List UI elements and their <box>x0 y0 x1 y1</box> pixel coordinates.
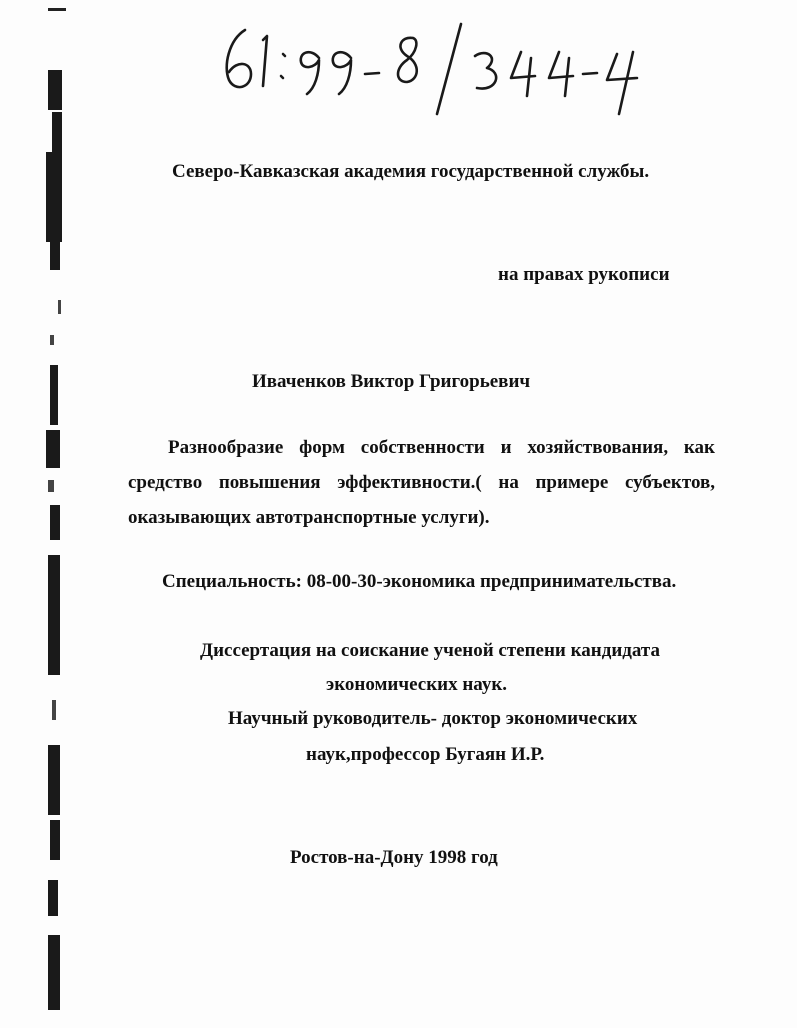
dissertation-title <box>128 430 715 535</box>
scan-speck <box>52 700 56 720</box>
scan-bar <box>48 555 60 675</box>
title-line: средство повышения эффективности.( на примере субъектов, <box>128 472 715 493</box>
scan-bar <box>50 820 60 860</box>
scan-bar <box>50 505 60 540</box>
scan-bar <box>52 112 62 152</box>
scan-speck <box>50 335 54 345</box>
scan-mark <box>48 8 66 11</box>
scan-bar <box>50 242 60 270</box>
title-line: оказывающих автотранспортные услуги). <box>128 507 490 528</box>
dissertation-line: Научный руководитель- доктор экономических <box>228 708 638 729</box>
specialty: Специальность: 08-00-30-экономика предпринимательства. <box>162 571 677 592</box>
dissertation-line: наук,профессор Бугаян И.Р. <box>306 744 545 765</box>
institution-name: Северо-Кавказская академия государственной службы. <box>172 161 650 182</box>
scan-bar <box>50 365 58 425</box>
scan-speck <box>58 300 61 314</box>
scan-bar <box>46 430 60 468</box>
scan-bar <box>48 745 60 815</box>
manuscript-status: на правах рукописи <box>498 264 670 285</box>
dissertation-line: экономических наук. <box>326 674 508 695</box>
handwritten-archive-code <box>215 18 655 118</box>
scan-edge-artifacts <box>0 0 70 1028</box>
author-name: Иваченков Виктор Григорьевич <box>252 371 531 392</box>
title-line: Разнообразие форм собственности и хозяйствования, как <box>168 437 715 458</box>
scan-bar <box>48 880 58 916</box>
scan-bar <box>46 152 62 242</box>
scan-speck <box>48 480 54 492</box>
city-year: Ростов-на-Дону 1998 год <box>290 847 498 868</box>
scan-bar <box>48 935 60 1010</box>
handwritten-code-drawing <box>215 18 655 118</box>
dissertation-line: Диссертация на соискание ученой степени кандидата <box>200 640 660 661</box>
scan-bar <box>48 70 62 110</box>
